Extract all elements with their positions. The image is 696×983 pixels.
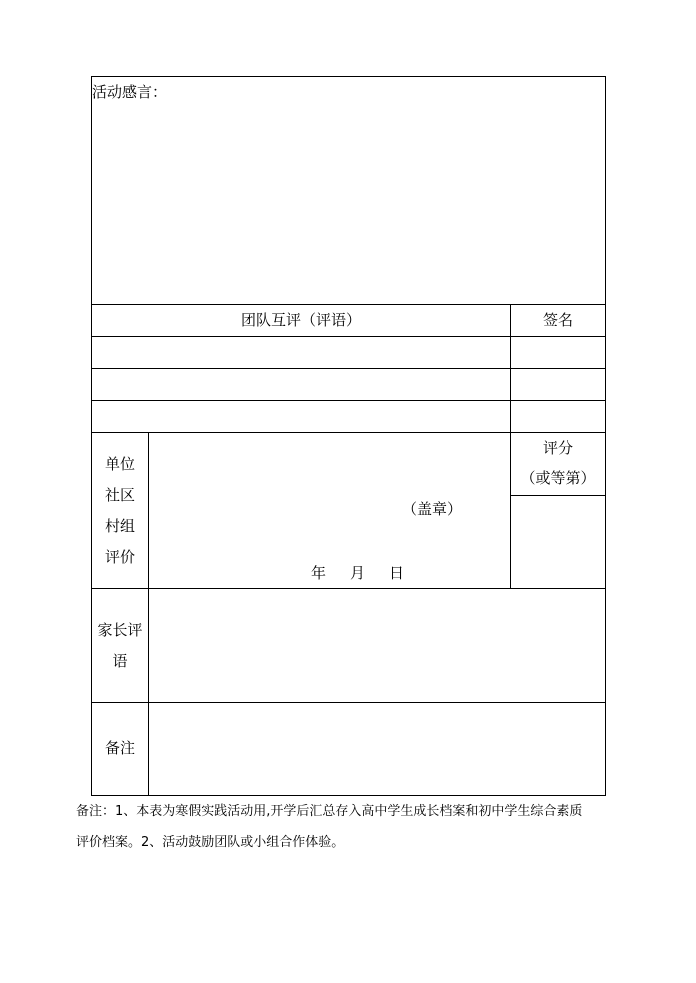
peer-review-header: 团队互评（评语） (240, 311, 361, 329)
seal-label: （盖章） (402, 500, 463, 518)
peer-review-signature-row-2[interactable] (510, 368, 606, 401)
peer-review-signature-row-1[interactable] (510, 336, 606, 369)
date-day: 日 (389, 564, 405, 582)
peer-review-comment-row-3[interactable] (91, 400, 511, 433)
signature-header: 签名 (542, 311, 573, 329)
parent-review-content-cell[interactable] (148, 588, 606, 703)
peer-review-comment-row-2[interactable] (91, 368, 511, 401)
score-label-line-2: （或等第） (520, 469, 596, 487)
footnote-line-1: 备注：1、本表为寒假实践活动用,开学后汇总存入高中学生成长档案和初中学生综合素质 (76, 804, 583, 819)
unit-label-line-1: 单位 (104, 455, 135, 473)
peer-review-signature-row-3[interactable] (510, 400, 606, 433)
remarks-label: 备注 (104, 739, 135, 757)
unit-label-line-2: 社区 (104, 486, 135, 504)
reflection-label: 活动感言： (92, 83, 168, 101)
footnote-line-2: 评价档案。2、活动鼓励团队或小组合作体验。 (76, 835, 345, 850)
remarks-content-cell[interactable] (148, 702, 606, 796)
reflection-section (91, 76, 606, 305)
date-month: 月 (350, 564, 366, 582)
parent-review-label-line-1: 家长评 (97, 621, 143, 639)
date-year: 年 (311, 564, 327, 582)
score-value-cell[interactable] (510, 495, 606, 589)
unit-label-line-3: 村组 (104, 517, 135, 535)
peer-review-comment-row-1[interactable] (91, 336, 511, 369)
parent-review-label-line-2: 语 (112, 652, 128, 670)
score-label-line-1: 评分 (542, 439, 573, 457)
parent-review-label-cell (91, 588, 149, 703)
unit-label-line-4: 评价 (104, 548, 135, 566)
